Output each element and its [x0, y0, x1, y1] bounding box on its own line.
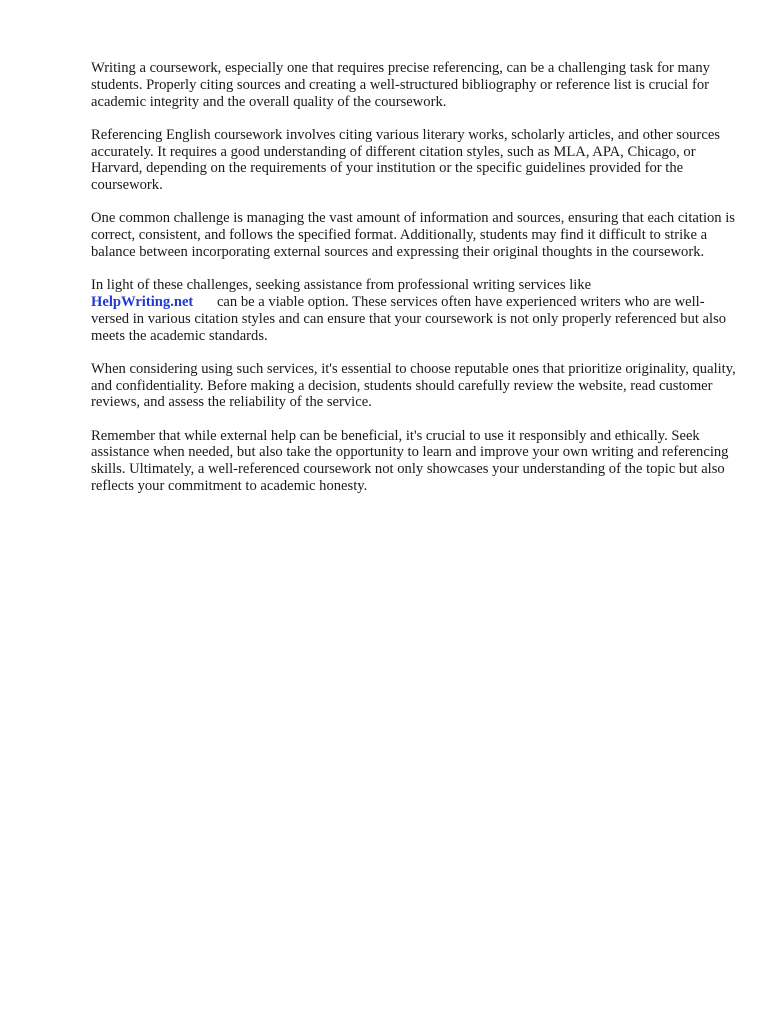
- paragraph-challenge: One common challenge is managing the vast amount of information and sources, ensuring that each citation is correct, consistent, and follows the specified format. Additionally, students may find it difficult to strike a balance between incorporating external sources and expressing their original thoughts in the coursework.: [91, 210, 735, 260]
- paragraph-services: [91, 277, 741, 344]
- paragraph-remember: Remember that while external help can be beneficial, it's crucial to use it responsibly and ethically. Seek assistance when needed, but also take the opportunity to learn and improve your own writing and referencing skills. Ultimately, a well-referenced coursework not only showcases your understanding of the topic but also reflects your commitment to academic honesty.: [91, 427, 729, 494]
- helpwriting-link[interactable]: HelpWriting.net: [91, 293, 194, 310]
- services-text-before: In light of these challenges, seeking assistance from professional writing services like: [91, 277, 592, 294]
- paragraph-intro: Writing a coursework, especially one that requires precise referencing, can be a challenging task for many students. Properly citing sources and creating a well-structured bibliography or reference list is crucial for academic integrity and the overall quality of the coursework.: [91, 60, 710, 110]
- paragraph-referencing: Referencing English coursework involves citing various literary works, scholarly articles, and other sources accurately. It requires a good understanding of different citation styles, such as MLA, APA, Chicago, or Harvard, depending on the requirements of your institution or the specific guidelines provided for the coursework.: [91, 126, 720, 194]
- document-page: [91, 60, 741, 511]
- paragraph-considering: When considering using such services, it's essential to choose reputable ones that prioritize originality, quality, and confidentiality. Before making a decision, students should carefully review the website, read customer reviews, and assess the reliability of the service.: [91, 360, 736, 411]
- services-text-after: can be a viable option. These services often have experienced writers who are well-versed in various citation styles and can ensure that your coursework is not only properly referenced but also meets the academic standards.: [91, 293, 727, 344]
